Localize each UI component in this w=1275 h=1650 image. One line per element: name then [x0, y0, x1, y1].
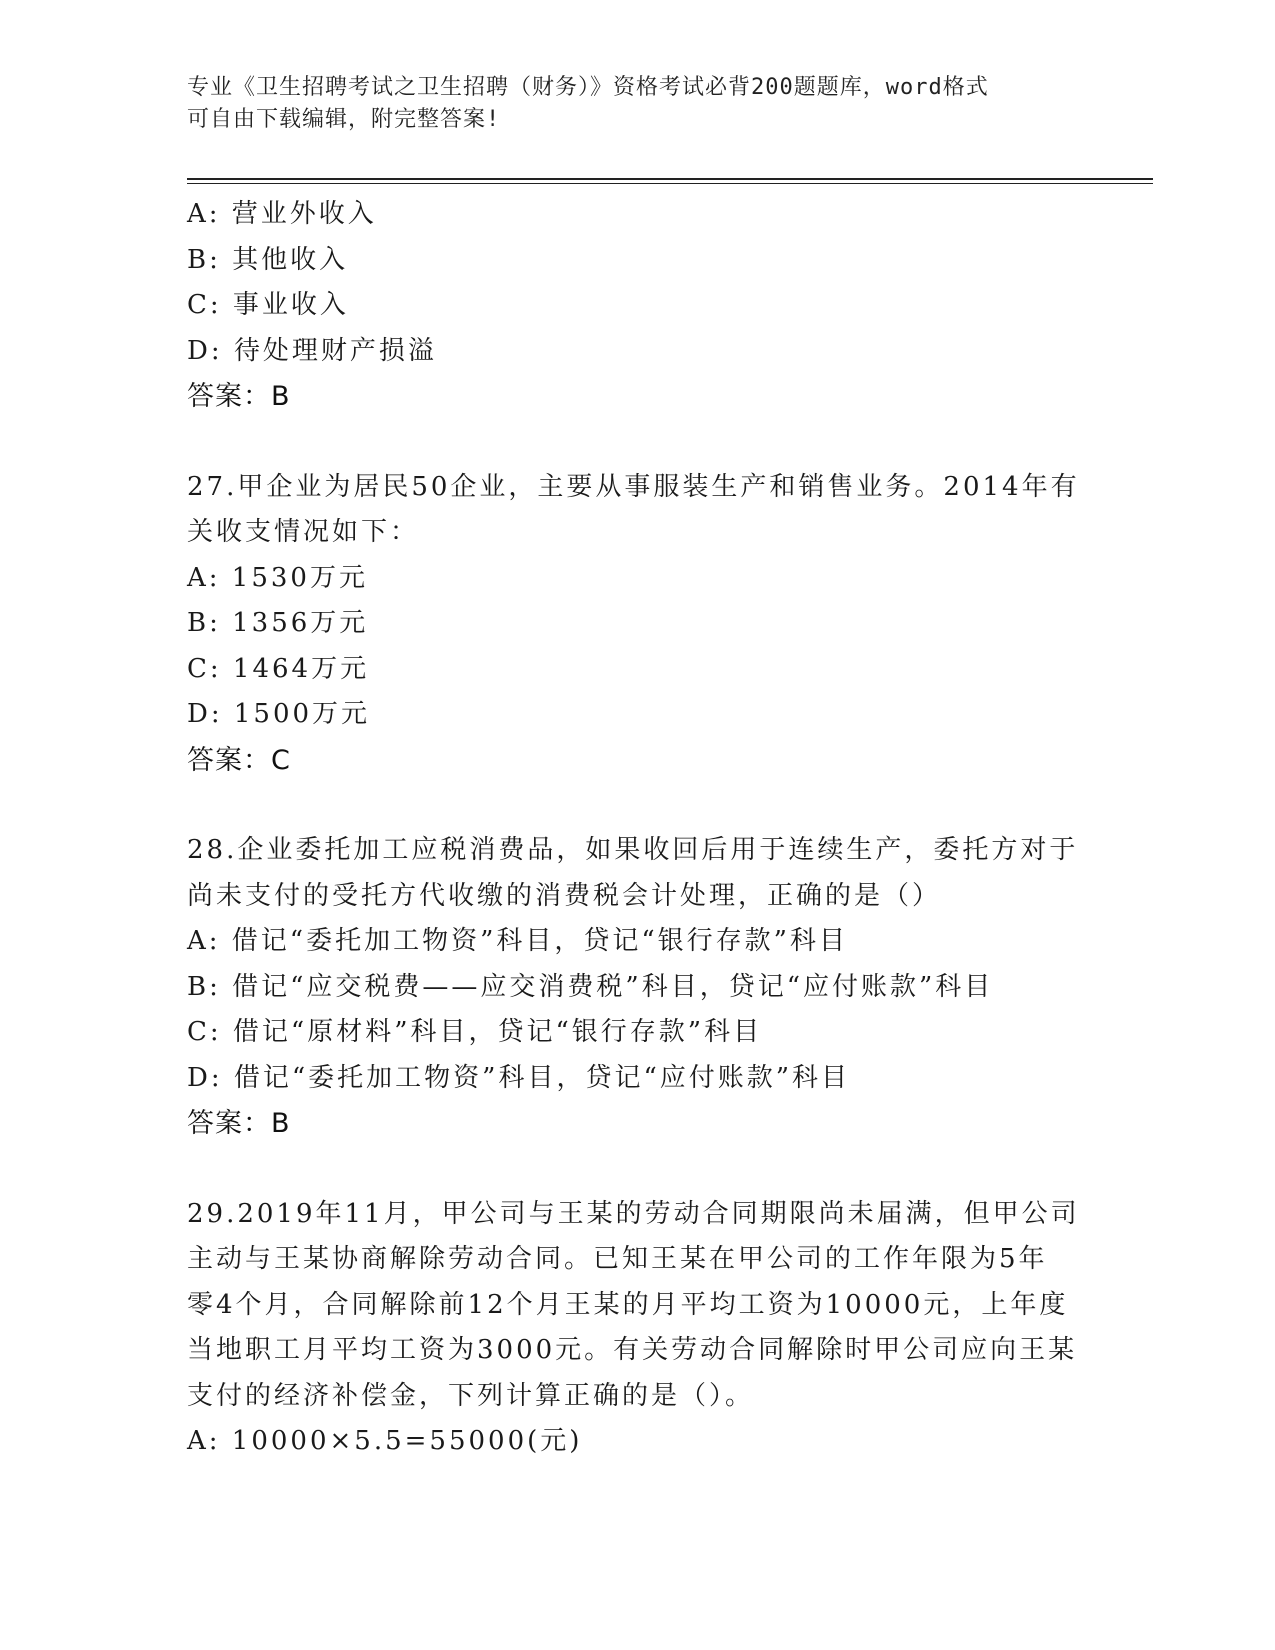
- option-c: C: 借记“原材料”科目，贷记“银行存款”科目: [187, 1017, 763, 1047]
- header-line-2: 可自由下载编辑，附完整答案!: [187, 107, 501, 132]
- spacer: [187, 420, 1087, 465]
- question-stem-line: 27.甲企业为居民50企业，主要从事服装生产和销售业务。2014年有: [187, 471, 1080, 502]
- option-a: A: 借记“委托加工物资”科目，贷记“银行存款”科目: [187, 926, 848, 956]
- option-a: A: 营业外收入: [187, 199, 377, 229]
- option-a: A: 1530万元: [187, 562, 368, 593]
- option-b: B: 借记“应交税费——应交消费税”科目，贷记“应付账款”科目: [187, 971, 994, 1002]
- spacer: [187, 783, 1087, 828]
- question-stem-line: 支付的经济补偿金，下列计算正确的是（）。: [187, 1380, 755, 1411]
- option-b: B: 其他收入: [187, 244, 349, 275]
- spacer: [187, 1147, 1087, 1192]
- answer: 答案：B: [187, 1108, 291, 1139]
- question-stem-line: 零4个月，合同解除前12个月王某的月平均工资为10000元，上年度: [187, 1289, 1069, 1320]
- option-c: C: 事业收入: [187, 290, 349, 320]
- answer: 答案：C: [187, 744, 291, 776]
- question-stem-line: 29.2019年11月，甲公司与王某的劳动合同期限尚未届满，但甲公司: [187, 1198, 1080, 1229]
- option-a: A: 10000×5.5=55000(元): [187, 1426, 583, 1456]
- option-c: C: 1464万元: [187, 653, 370, 684]
- option-d: D: 待处理财产损溢: [187, 335, 437, 366]
- question-stem-line: 主动与王某协商解除劳动合同。已知王某在甲公司的工作年限为5年: [187, 1244, 1048, 1274]
- question-stem-line: 关收支情况如下：: [187, 517, 420, 547]
- answer: 答案：B: [187, 381, 291, 412]
- document-body: [187, 192, 1087, 1465]
- question-stem-line: 当地职工月平均工资为3000元。有关劳动合同解除时甲公司应向王某: [187, 1335, 1078, 1365]
- header-divider: [187, 178, 1153, 184]
- question-stem-line: 28.企业委托加工应税消费品，如果收回后用于连续生产，委托方对于: [187, 835, 1079, 865]
- question-29: [187, 1192, 1087, 1465]
- question-26-continued: [187, 192, 1087, 420]
- option-d: D: 借记“委托加工物资”科目，贷记“应付账款”科目: [187, 1062, 851, 1093]
- document-header: [187, 72, 1067, 136]
- option-d: D: 1500万元: [187, 699, 371, 729]
- option-b: B: 1356万元: [187, 608, 369, 638]
- question-28: [187, 828, 1087, 1147]
- question-27: [187, 465, 1087, 784]
- header-line-1: 专业《卫生招聘考试之卫生招聘（财务）》资格考试必背200题题库，word格式: [187, 75, 989, 100]
- question-stem-line: 尚未支付的受托方代收缴的消费税会计处理，正确的是（）: [187, 880, 942, 911]
